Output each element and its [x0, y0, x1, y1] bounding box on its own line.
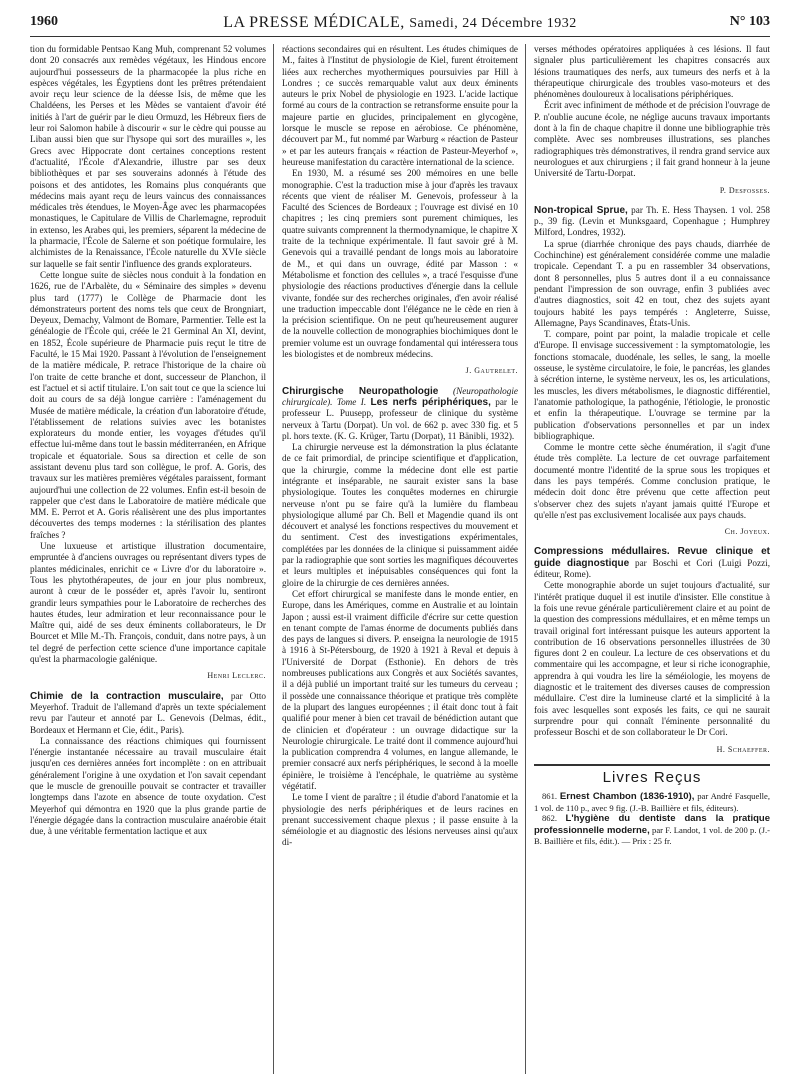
review-meta: par Th. E. Hess Thaysen. 1 vol. 258 p., 39 fig. (Levin et Munksgaard, Copenhague ; Humphrey Milford, Londres, 1932).	[534, 204, 770, 238]
review-heading	[534, 546, 770, 580]
review-paragraph: Le tome I vient de paraître ; il étudie d'abord l'anatomie et la physiologie des nerfs périphériques et de leurs racines en prenant successivement chaque plexus ; il passe ensuite à la séméiologie et au diagnostic des lésions nerveuses ainsi qu'aux di-	[282, 792, 518, 848]
review-paragraph: Cette longue suite de siècles nous conduit à la fondation en 1626, rue de l'Arbalète, du « Séminaire des simples » devenu plus tard (1777) le Collège de Pharmacie dont les démonstrateurs portent des noms tels que ceux de Brongniart, Deyeux, Demachy, Valmont de Bomare, Parmentier. Telle est la généalogie de l'École qui, créée le 21 Germinal An XI, devint, en 1852, École supérieure de Pharmacie puis reçut le titre de Faculté, le 15 Mai 1920. Passant à l'évolution de l'enseignement de la matière médicale, P. retrace l'historique de la chaire où l'on traite de cette branche et dont, successeur de Planchon, il est l'actuel et si actif titulaire. L'on sait tout ce que la science lui doit au cours de sa déjà longue carrière : l'aménagement du Musée de matière médicale, la création d'un laboratoire d'étude, l'établissement de relations suivies avec les botanistes explorateurs du monde entier, les voyages d'études qu'il effectue lui-même dans tout le bassin méditerranéen, en Afrique tropicale et équatoriale. Sous sa direction et celle de son assistant devenu plus tard son collègue, le prof. A. Goris, des travaux sur les matières premières végétales paraissent, formant aujourd'hui une collection de 22 volumes. Enfin est-il besoin de rappeler que c'est dans le Laboratoire de matière médicale que MM. E. Perrot et A. Goris réalisèrent une des plus importantes découvertes des temps modernes : la stérilisation des plantes fraîches ?	[30, 269, 266, 540]
review-paragraph: Écrit avec infiniment de méthode et de précision l'ouvrage de P. n'oublie aucune école, ne néglige aucuns travaux importants dont à la fin de chaque chapitre il donne une bibliographie très complète. Avec ses nombreuses illustrations, ses planches radiographiques très démonstratives, il rendra grand service aux neurologues et aux chirurgiens ; il fait grand honneur à la jeune Université de Tartu-Dorpat.	[534, 100, 770, 179]
review-paragraph: verses méthodes opératoires appliquées à ces lésions. Il faut signaler plus particulièrement les chapitres consacrés aux lésions traumatiques des nerfs, aux tumeurs des nerfs et à la thérapeutique chirurgicale des troubles vaso-moteurs et des phénomènes douloureux à localisations périphériques.	[534, 44, 770, 100]
book-title: Ernest Chambon (1836-1910),	[559, 791, 695, 803]
review-paragraph: La chirurgie nerveuse est la démonstration la plus éclatante de ce fait primordial, de principe scientifique et d'application, que la chirurgie, comme la médecine dont elle est partie intégrante et inséparable, ne saurait exister sans la base physiologique. Toutes les conquêtes modernes en chirurgie nerveuse n'ont pu se faire qu'à la lumière du flambeau physiologique allumé par Ch. Bell et Magendie quand ils ont découvert et analysé les fonctions respectives du mouvement et du sentiment. C'est des investigations expérimentales, complétées par les données de la clinique si puissamment aidée par la radiographie que sont sorties les magnifiques découvertes et leurs multiples et inépuisables conséquences qui font la gloire de la chirurgie de ces dernières années.	[282, 442, 518, 588]
column-divider	[525, 44, 526, 1074]
review-subtitle: (Neuropathologie chirurgicale). Tome I.	[282, 385, 518, 407]
column-left	[30, 44, 266, 1074]
review-heading	[282, 386, 518, 442]
review-title: Chirurgische Neuropathologie	[282, 385, 439, 397]
review-paragraph: réactions secondaires qui en résultent. Les études chimiques de M., faites à l'Institut de physiologie de Kiel, furent étroitement liées aux recherches myothermiques poursuivies par Hill à Londres ; ce succès remarquable valut aux deux éminents auteurs le prix Nobel de physiologie en 1923. L'acide lactique formé au cours de la contraction se retransforme ensuite pour la majeure partie en glucides, principalement en glycogène, lorsque le muscle se repose en aérobiose. Ce phénomène, découvert par M., fut nommé par Warburg « réaction de Pasteur » et par les auteurs français « réaction de Pasteur-Meyerhof », heureuse manifestation du caractère international de la science.	[282, 44, 518, 167]
review-paragraph: Cette monographie aborde un sujet toujours d'actualité, sur l'intérêt pratique duquel il est inutile d'insister. Elle constitue à la fois une revue générale particulièrement claire et au point de la question des compressions médullaires, et en même temps un travail original fort intéressant puisque les auteurs apportent la contribution de 16 observations personnelles illustrées de 30 figures dont 2 en couleur. La lecture de ces observations et du commentaire qui les accompagne, et leur si riche iconographie, apprendra à qui voudra les lire la séméiologie, les moyens de diagnostic et le traitement des diverses causes de compression médullaire. C'est dire la lumineuse clarté et la simplicité à la fois avec lesquelles sont exposés les faits, ce qui ne saurait surprendre pour qui connaît l'éminente personnalité du professeur Boschi et de son collaborateur le Dr Cori.	[534, 580, 770, 738]
book-meta: par F. Landot, 1 vol. de 200 p. (J.-B. Baillière et fils, édit.). — Prix : 25 fr.	[534, 824, 770, 847]
section-divider	[534, 764, 770, 766]
book-title: L'hygiène du dentiste dans la pratique professionnelle moderne,	[534, 813, 770, 836]
book-meta: par André Fasquelle, 1 vol. de 110 p., avec 9 fig. (J.-B. Baillière et fils, éditeurs).	[534, 791, 770, 813]
review-title: Chimie de la contraction musculaire,	[30, 690, 224, 702]
issue-date: Samedi, 24 Décembre 1932	[409, 16, 577, 31]
column-middle	[282, 44, 518, 1074]
review-heading	[30, 691, 266, 736]
review-meta: par le professeur L. Puusepp, professeur de clinique du système nerveux à Tartu (Dorpat). Un vol. de 662 p. avec 330 fig. et 5 pl. hors texte. (K. G. Krüger, Tartu (Dorpat), 11 Bänibli, 1932).	[282, 396, 518, 441]
book-number: 861.	[542, 791, 558, 802]
review-paragraph: T. compare, point par point, la maladie tropicale et celle d'Europe. Il envisage successivement : la symptomatologie, les fonctions stomacale, duodénale, les selles, le sang, la moelle osseuse, le système circulatoire, le foie, le pancréas, les glandes à sécrétion interne, le système nerveux, les os, les articulations, les muscles, les divers métabolismes, le diagnostic différentiel, l'anatomie pathologique, la pathogénie, l'étiologie, le pronostic et enfin la thérapeutique. L'ouvrage se termine par la publication d'observations personnelles et par un index bibliographique.	[534, 329, 770, 441]
review-signature: Ch. Joyeux.	[724, 527, 770, 537]
running-title	[30, 14, 770, 32]
review-signature: Henri Leclerc.	[207, 671, 266, 681]
review-meta: par Otto Meyerhof. Traduit de l'allemand d'après un texte spécialement revu par l'auteur et annoté par L. Genevois (Delmas, édit., Bordeaux et Hermann et Cie, édit., Paris).	[30, 690, 266, 735]
review-paragraph: En 1930, M. a résumé ses 200 mémoires en une belle monographie. C'est la traduction mise à jour d'après les travaux récents que vient de réaliser M. Genevois, professeur à la Faculté des Sciences de Bordeaux ; l'ouvrage est divisé en 10 chapitres ; les cinq premiers sont purement chimiques, les quatre suivants comprennent la thermodynamique, le chapitre X traite de la technique expérimentale. Il faut savoir gré à M. Genevois qui a travaillé pendant de longs mois au laboratoire de M., et qui dans un ouvrage, édité par Masson : « Métabolisme et fonction des cellules », a tracé l'esquisse d'une physiologie des réactions productives d'énergie dans la cellule vivante, fondée sur des recherches originales, d'en avoir réalisé une traduction impeccable dont l'élégance ne le cède en rien à la précision scientifique. On ne peut qu'heureusement augurer de la nouvelle collection de monographies biochimiques dont le premier volume est un ouvrage fondamental qui intéressera tous les biologistes et de nombreux médecins.	[282, 168, 518, 360]
review-title-part: Les nerfs périphériques,	[370, 396, 491, 408]
column-right	[534, 44, 770, 1074]
review-paragraph: Une luxueuse et artistique illustration documentaire, empruntée à d'anciens ouvrages ou représentant divers types de plantes médicinales, enrichit ce « Livre d'or du laboratoire ». Tous les phytothérapeutes, de jour en jour plus nombreux, auront à cœur de le posséder et, après l'avoir lu, sentiront grandir leurs sympathies pour le Laboratoire de recherches des hautes études, leur admiration et leur reconnaissance pour le Maître qui, aidé de ses deux éminents collaborateurs, le Dr Bourcet et Mlle M.-Th. François, conduit, dans notre pays, à un tel degré de perfection cette science d'une importance capitale qu'est la pharmacologie galénique.	[30, 541, 266, 665]
review-signature: H. Schaeffer.	[716, 744, 770, 754]
section-title: Livres Reçus	[602, 768, 702, 786]
issue-number: N° 103	[729, 14, 770, 29]
review-paragraph: Cet effort chirurgical se manifeste dans le monde entier, en Europe, dans les Amériques, comme en Australie et au lointain Japon ; aussi est-il vraiment difficile d'écrire sur cette question en tenant compte de l'amas énorme de documents publiés dans des pays de langues si divers. P. enseigna la neurologie de 1915 à 1916 à St-Pétersbourg, de 1920 à 1921 à Reval et depuis à l'Université de Dorpat (Esthonie). En dehors de très nombreuses publications aux Congrès et aux Sociétés savantes, il a déjà publié un important traité sur les tumeurs du cerveau ; il possède une connaissance théorique et pratique très complète de la plupart des langues européennes ; il était donc tout à fait qualifié pour mener à bien cet travail de bénédiction autant que de clinicien et d'opérateur : un ouvrage didactique sur la Neurologie chirurgicale. Le traité dont il commence aujourd'hui la publication comprendra 4 volumes, en langue allemande, le premier consacré aux nerfs périphériques, le second à la moelle épinière, le troisième à l'encéphale, le quatrième au système végétatif.	[282, 588, 518, 791]
book-entry	[534, 813, 770, 847]
review-paragraph: Comme le montre cette sèche énumération, il s'agit d'une étude très complète. La lecture de cet ouvrage parfaitement documenté montre l'identité de la sprue sous les tropiques et dans les pays tempérés. Comme conclusion pratique, le médecin doit donc être prévenu que cette affection peut s'observer chez des sujets n'ayant jamais quitté l'Europe et qu'elle n'est pas exclusivement localisée aux pays chauds.	[534, 442, 770, 520]
review-title: Non-tropical Sprue,	[534, 204, 628, 216]
book-entry	[534, 791, 770, 813]
review-signature: P. Desfosses.	[719, 185, 770, 195]
review-title: Compressions médullaires. Revue clinique et guide diagnostique	[534, 546, 770, 569]
book-number: 862.	[542, 813, 558, 824]
journal-name: LA PRESSE MÉDICALE,	[223, 14, 405, 31]
review-paragraph: La sprue (diarrhée chronique des pays chauds, diarrhée de Cochinchine) est généralement considérée comme une maladie tropicale. Cependant T. a pu en rassembler 34 observations, dont 8 personnelles, plus 5 autres dont il a eu connaissance pendant l'impression de son ouvrage, enfin 3 publiées avec d'autres diagnostics, soit 42 en tout, chez des sujets ayant toujours habité les pays tempérés : Angleterre, Suisse, Allemagne, Pays Scandinaves, États-Unis.	[534, 238, 770, 328]
review-heading	[534, 205, 770, 239]
review-signature: J. Gautrelet.	[465, 366, 518, 376]
page-number: 1960	[30, 14, 58, 29]
review-paragraph: La connaissance des réactions chimiques qui fournissent l'énergie instantanée nécessaire au travail musculaire était jusqu'en ces dernières années fort incomplète : on en attribuait généralement l'origine à une oxydation et l'on savait cependant que le muscle de grenouille pouvait se contracter et travailler longtemps dans l'azote en absence de toute oxydation. C'est Meyerhof qui démontra en 1920 que la plus grande partie de l'énergie dégagée dans la contraction musculaire anaérobie était due, à une véritable fermentation lactique et aux	[30, 735, 266, 837]
review-paragraph: tion du formidable Pentsao Kang Muh, comprenant 52 volumes dont 20 consacrés aux remèdes végétaux, les Hindous encore aujourd'hui possesseurs de la pharmacopée la plus riche en espèces végétales, les Égyptiens dont les prêtres prétendaient avoir reçu leur science de la déesse Isis, de même que les Chaldéens, les Perses et les Mèdes se vantaient d'avoir été initiés à l'art de guérir par le dieu Ormuzd, les Hébreux fiers de leur roi Salomon habile à discourir « sur le cèdre qui pousse au Liban aussi bien que sur l'hysope qui sort des murailles », les Grecs avec Hippocrate dont certaines conceptions restent d'actualité, l'École d'Alexandrie, illustre par ses deux bibliothèques et par ses souverains adonnés à l'étude des poisons et des antidotes, les Romains plus conquérants que médecins mais ayant reçu de leurs vaincus des connaissances médicales très étendues, le Moyen-Âge avec les pharmacopées monastiques, le Capitulare de Villis de Charlemagne, reproduit in extenso, les Arabes qui, les premiers, séparent la médecine de la pharmacie, l'École de Salerne et son poétique formulaire, les alchimistes de la Renaissance, l'École naturelle du XVIe siècle sur laquelle se fait sentir l'influence des grands explorateurs.	[30, 44, 266, 269]
column-divider	[273, 44, 274, 1074]
page-header	[30, 14, 770, 37]
review-meta: par Boschi et Cori (Luigi Pozzi, éditeur, Rome).	[534, 557, 770, 580]
